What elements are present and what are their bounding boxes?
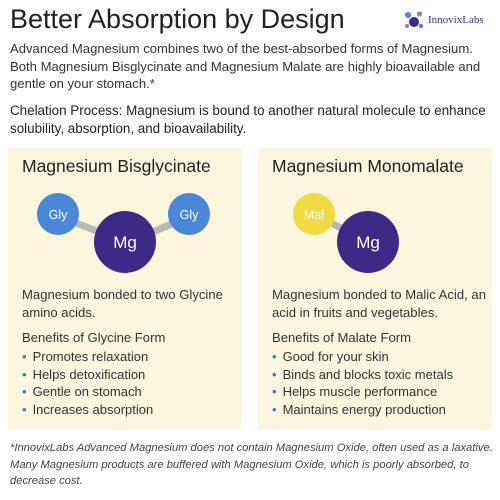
benefit-item: • Good for your skin xyxy=(272,348,453,366)
benefit-item: • Maintains energy production xyxy=(272,401,453,419)
intro-text: Advanced Magnesium combines two of the best-absorbed forms of Magnesium. Both Magnesium Bisglycinate and Magnesium Malate are highly bioavailable and gentle on your stomach.* xyxy=(10,41,481,91)
panel-title: Magnesium Monomalate xyxy=(272,156,464,176)
benefit-item: • Helps muscle performance xyxy=(272,383,453,401)
magnesium-label: Mg xyxy=(356,233,380,252)
benefits-heading: Benefits of Glycine Form xyxy=(22,330,166,345)
bisglycinate-molecule-diagram xyxy=(8,178,242,288)
bisglycinate-panel xyxy=(8,148,242,430)
benefit-item: • Promotes relaxation xyxy=(22,348,153,366)
brand-name: InnovixLabs xyxy=(428,14,484,26)
magnesium-label: Mg xyxy=(113,233,137,252)
panel-title: Magnesium Bisglycinate xyxy=(22,156,211,176)
benefits-heading: Benefits of Malate Form xyxy=(272,330,411,345)
monomalate-molecule-diagram xyxy=(258,178,492,288)
malate-label: Mal xyxy=(303,208,325,222)
brand-logo xyxy=(403,8,495,32)
glycine-label-left: Gly xyxy=(48,208,68,222)
footnote: *InnovixLabs Advanced Magnesium does not contain Magnesium Oxide, often used as a laxative. Many Magnesium products are buffered with Magnesium Oxide, which is poorly absorbed, to decrease cost. xyxy=(10,442,493,487)
benefits-list xyxy=(22,348,153,418)
benefit-item: • Helps detoxification xyxy=(22,366,153,384)
benefits-list xyxy=(272,348,453,418)
glycine-label-right: Gly xyxy=(179,208,199,222)
panel-description: Magnesium bonded to Malic Acid, an acid in fruits and vegetables. xyxy=(272,287,486,320)
panel-description: Magnesium bonded to two Glycine amino acids. xyxy=(22,287,223,320)
chelation-text: Chelation Process: Magnesium is bound to another natural molecule to enhance solubility, absorption, and bioavailability. xyxy=(10,103,486,136)
benefit-item: • Increases absorption xyxy=(22,401,153,419)
molecule-logo-icon xyxy=(403,9,425,31)
monomalate-panel xyxy=(258,148,492,430)
benefit-item: • Binds and blocks toxic metals xyxy=(272,366,453,384)
benefit-item: • Gentle on stomach xyxy=(22,383,153,401)
page-title: Better Absorption by Design xyxy=(10,4,345,34)
